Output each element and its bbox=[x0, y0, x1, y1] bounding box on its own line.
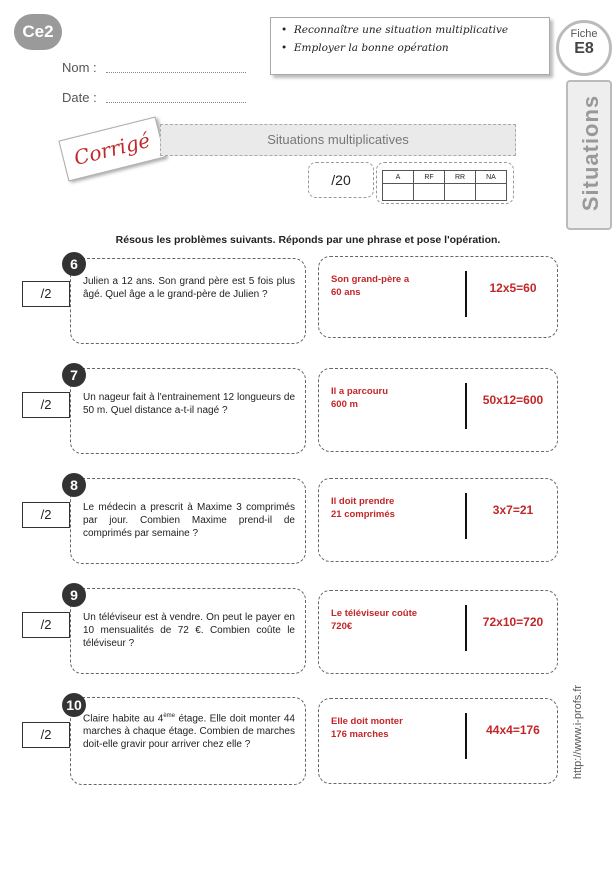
problem-text: Claire habite au 4ème étage. Elle doit monter 44 marches à chaque étage. Combien de marches doit-elle gravir pour arriver chez elle ? bbox=[83, 713, 295, 751]
side-tab bbox=[566, 80, 612, 230]
answer-operation: 44x4=176 bbox=[486, 723, 540, 737]
answer-box bbox=[318, 256, 558, 338]
corrige-stamp: Corrigé bbox=[58, 117, 165, 182]
fiche-badge bbox=[556, 20, 612, 76]
answer-box bbox=[318, 590, 558, 674]
footer-url[interactable]: http://www.i-profs.fr bbox=[572, 684, 584, 780]
date-label: Date : bbox=[62, 90, 97, 105]
problem-box bbox=[70, 697, 306, 785]
instruction: Résous les problèmes suivants. Réponds par une phrase et pose l'opération. bbox=[115, 234, 501, 246]
name-label: Nom : bbox=[62, 60, 97, 75]
problem-score: /2 bbox=[22, 392, 70, 418]
answer-sentence: Elle doit monter 176 marches bbox=[331, 716, 403, 740]
date-field[interactable] bbox=[106, 90, 246, 103]
answer-operation: 3x7=21 bbox=[492, 503, 534, 517]
problem-box bbox=[70, 478, 306, 564]
answer-box bbox=[318, 698, 558, 784]
page-title: Situations multiplicatives bbox=[160, 124, 516, 156]
problem-score: /2 bbox=[22, 612, 70, 638]
evaluation-grid bbox=[376, 162, 514, 204]
answer-operation: 12x5=60 bbox=[489, 281, 537, 295]
problem-number: 7 bbox=[62, 363, 86, 387]
answer-divider bbox=[465, 713, 467, 759]
problem-score: /2 bbox=[22, 281, 70, 307]
fiche-code: E8 bbox=[574, 40, 594, 57]
answer-divider bbox=[465, 493, 467, 539]
problem-box bbox=[70, 368, 306, 454]
eval-col-header: NA bbox=[476, 171, 507, 184]
level-badge: Ce2 bbox=[14, 14, 62, 50]
eval-col-header: RR bbox=[445, 171, 476, 184]
eval-cell[interactable] bbox=[414, 184, 445, 201]
problem-text: Un nageur fait à l'entrainement 12 longueurs de 50 m. Quel distance a-t-il nagé ? bbox=[83, 392, 295, 416]
problem-score: /2 bbox=[22, 722, 70, 748]
answer-operation: 72x10=720 bbox=[482, 615, 544, 629]
eval-cell[interactable] bbox=[383, 184, 414, 201]
problem-number: 8 bbox=[62, 473, 86, 497]
problem-number: 6 bbox=[62, 252, 86, 276]
problem-text: Un téléviseur est à vendre. On peut le payer en 10 mensualités de 72 €. Combien coûte le téléviseur ? bbox=[83, 612, 295, 649]
problem-number: 9 bbox=[62, 583, 86, 607]
objective-item: • Employer la bonne opération bbox=[281, 42, 449, 54]
total-score: /20 bbox=[308, 162, 374, 198]
eval-col-header: A bbox=[383, 171, 414, 184]
answer-sentence: Son grand-père a 60 ans bbox=[331, 274, 410, 298]
problem-box bbox=[70, 258, 306, 344]
problem-number: 10 bbox=[62, 693, 86, 717]
problem-text: Le médecin a prescrit à Maxime 3 comprimés par jour. Combien Maxime prend-il de comprimés par semaine ? bbox=[83, 502, 295, 539]
answer-sentence: Le téléviseur coûte 720€ bbox=[331, 608, 418, 632]
fiche-label: Fiche bbox=[570, 28, 598, 40]
problem-text: Julien a 12 ans. Son grand père est 5 fois plus âgé. Quel âge a le grand-père de Julien ? bbox=[83, 276, 295, 300]
problem-score: /2 bbox=[22, 502, 70, 528]
answer-sentence: Il a parcouru 600 m bbox=[331, 386, 389, 410]
eval-col-header: RF bbox=[414, 171, 445, 184]
answer-box bbox=[318, 368, 558, 452]
problem-box bbox=[70, 588, 306, 674]
objectives-box bbox=[270, 17, 550, 75]
answer-divider bbox=[465, 605, 467, 651]
side-title: Situations bbox=[578, 94, 603, 212]
eval-cell[interactable] bbox=[476, 184, 507, 201]
eval-cell[interactable] bbox=[445, 184, 476, 201]
answer-divider bbox=[465, 383, 467, 429]
answer-operation: 50x12=600 bbox=[482, 393, 544, 407]
answer-sentence: Il doit prendre 21 comprimés bbox=[331, 496, 395, 520]
name-field[interactable] bbox=[106, 60, 246, 73]
answer-divider bbox=[465, 271, 467, 317]
answer-box bbox=[318, 478, 558, 562]
objective-item: • Reconnaître une situation multiplicative bbox=[281, 24, 509, 36]
